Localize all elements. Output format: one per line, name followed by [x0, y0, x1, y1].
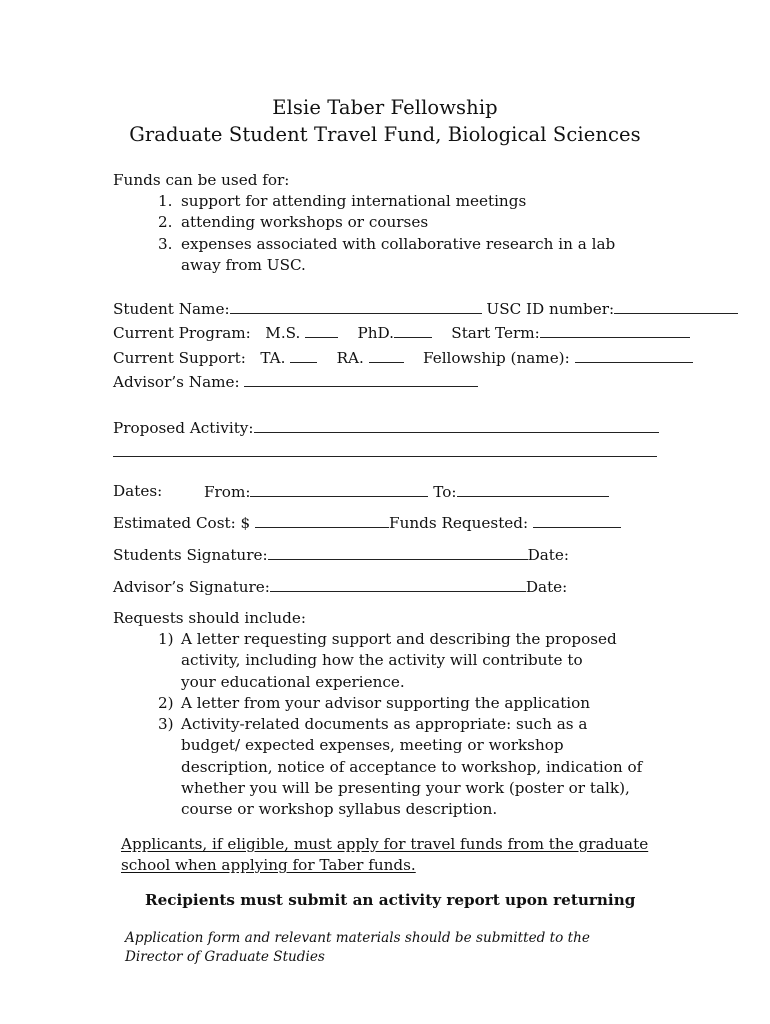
fellowship-field[interactable]	[575, 347, 693, 363]
recipients-note: Recipients must submit an activity report upon returning	[145, 891, 636, 909]
student-signature-label: Students Signature:	[113, 546, 268, 564]
proposed-activity-row	[113, 417, 659, 439]
list-number: 3)	[158, 715, 174, 734]
estimated-cost-field[interactable]	[255, 512, 389, 528]
list-item	[158, 714, 647, 820]
list-item	[158, 693, 647, 714]
list-item	[158, 212, 661, 233]
student-name-field[interactable]	[230, 298, 482, 314]
page-title: Elsie Taber Fellowship	[272, 96, 498, 119]
dates-fields	[204, 481, 609, 503]
list-number: 1.	[158, 192, 173, 210]
phd-label: PhD.	[357, 324, 394, 342]
advisor-date-label: Date:	[525, 578, 568, 596]
funds-requested-field[interactable]	[533, 512, 621, 528]
ra-label: RA.	[336, 349, 364, 367]
student-date-label: Date:	[527, 546, 570, 564]
to-date-field[interactable]	[457, 481, 609, 497]
list-text: expenses associated with collaborative research in a lab away from USC.	[181, 234, 616, 274]
list-number: 3.	[158, 234, 173, 253]
list-text: A letter from your advisor supporting the application	[181, 693, 591, 712]
requests-intro: Requests should include:	[113, 609, 306, 627]
from-label: From:	[204, 483, 251, 501]
usc-id-field[interactable]	[614, 298, 738, 314]
ta-field[interactable]	[290, 347, 317, 363]
advisor-signature-field[interactable]	[270, 576, 526, 592]
list-number: 2)	[158, 693, 174, 712]
usc-id-label: USC ID number:	[486, 300, 615, 318]
list-item	[158, 191, 661, 212]
dates-label: Dates:	[113, 482, 163, 500]
ra-field[interactable]	[369, 347, 404, 363]
list-text: Activity-related documents as appropriate: such as a budget/ expected expenses, meeting or workshop description, notice of acceptance to workshop, indication of whether you will be presenting your work (poster or talk), course or workshop syllabus description.	[181, 715, 643, 819]
current-program-label: Current Program:	[113, 324, 251, 342]
current-program-row	[113, 322, 690, 344]
list-item	[158, 629, 647, 693]
list-number: 1)	[158, 630, 174, 648]
funds-list	[158, 191, 661, 276]
advisor-signature-row	[113, 576, 567, 598]
ms-label: M.S.	[265, 324, 301, 342]
requests-list	[158, 629, 647, 821]
estimated-cost-label: Estimated Cost: $	[113, 514, 251, 532]
proposed-activity-field[interactable]	[254, 417, 659, 433]
start-term-field[interactable]	[540, 322, 690, 338]
current-support-label: Current Support:	[113, 349, 246, 367]
fellowship-label: Fellowship (name):	[423, 349, 570, 367]
student-signature-row	[113, 544, 569, 566]
start-term-label: Start Term:	[451, 324, 540, 342]
student-name-row	[113, 298, 738, 320]
applicants-note: Applicants, if eligible, must apply for travel funds from the graduate school when applying for Taber funds.	[121, 835, 649, 874]
proposed-activity-line-2[interactable]	[113, 456, 657, 457]
list-text: A letter requesting support and describing the proposed activity, including how the activity will contribute to your educational experience.	[181, 630, 617, 691]
list-text: attending workshops or courses	[181, 213, 429, 232]
cost-row	[113, 512, 621, 534]
ms-field[interactable]	[305, 322, 338, 338]
current-support-row	[113, 347, 693, 369]
advisor-name-row	[113, 371, 478, 393]
list-number: 2.	[158, 213, 173, 232]
advisor-name-field[interactable]	[244, 371, 478, 387]
student-signature-field[interactable]	[268, 544, 528, 560]
page-subtitle: Graduate Student Travel Fund, Biological Sciences	[129, 123, 641, 146]
funds-intro: Funds can be used for:	[113, 171, 290, 189]
list-text: support for attending international meetings	[181, 192, 527, 210]
from-date-field[interactable]	[250, 481, 428, 497]
advisor-signature-label: Advisor’s Signature:	[113, 578, 270, 596]
advisor-name-label: Advisor’s Name:	[113, 373, 240, 391]
proposed-activity-label: Proposed Activity:	[113, 419, 254, 437]
to-label: To:	[433, 483, 457, 501]
list-item	[158, 234, 661, 277]
funds-requested-label: Funds Requested:	[389, 514, 529, 532]
dates-row	[113, 481, 162, 502]
ta-label: TA.	[260, 349, 286, 367]
student-name-label: Student Name:	[113, 300, 230, 318]
submission-note: Application form and relevant materials should be submitted to the Director of Graduate Studies	[125, 930, 590, 965]
phd-field[interactable]	[394, 322, 432, 338]
